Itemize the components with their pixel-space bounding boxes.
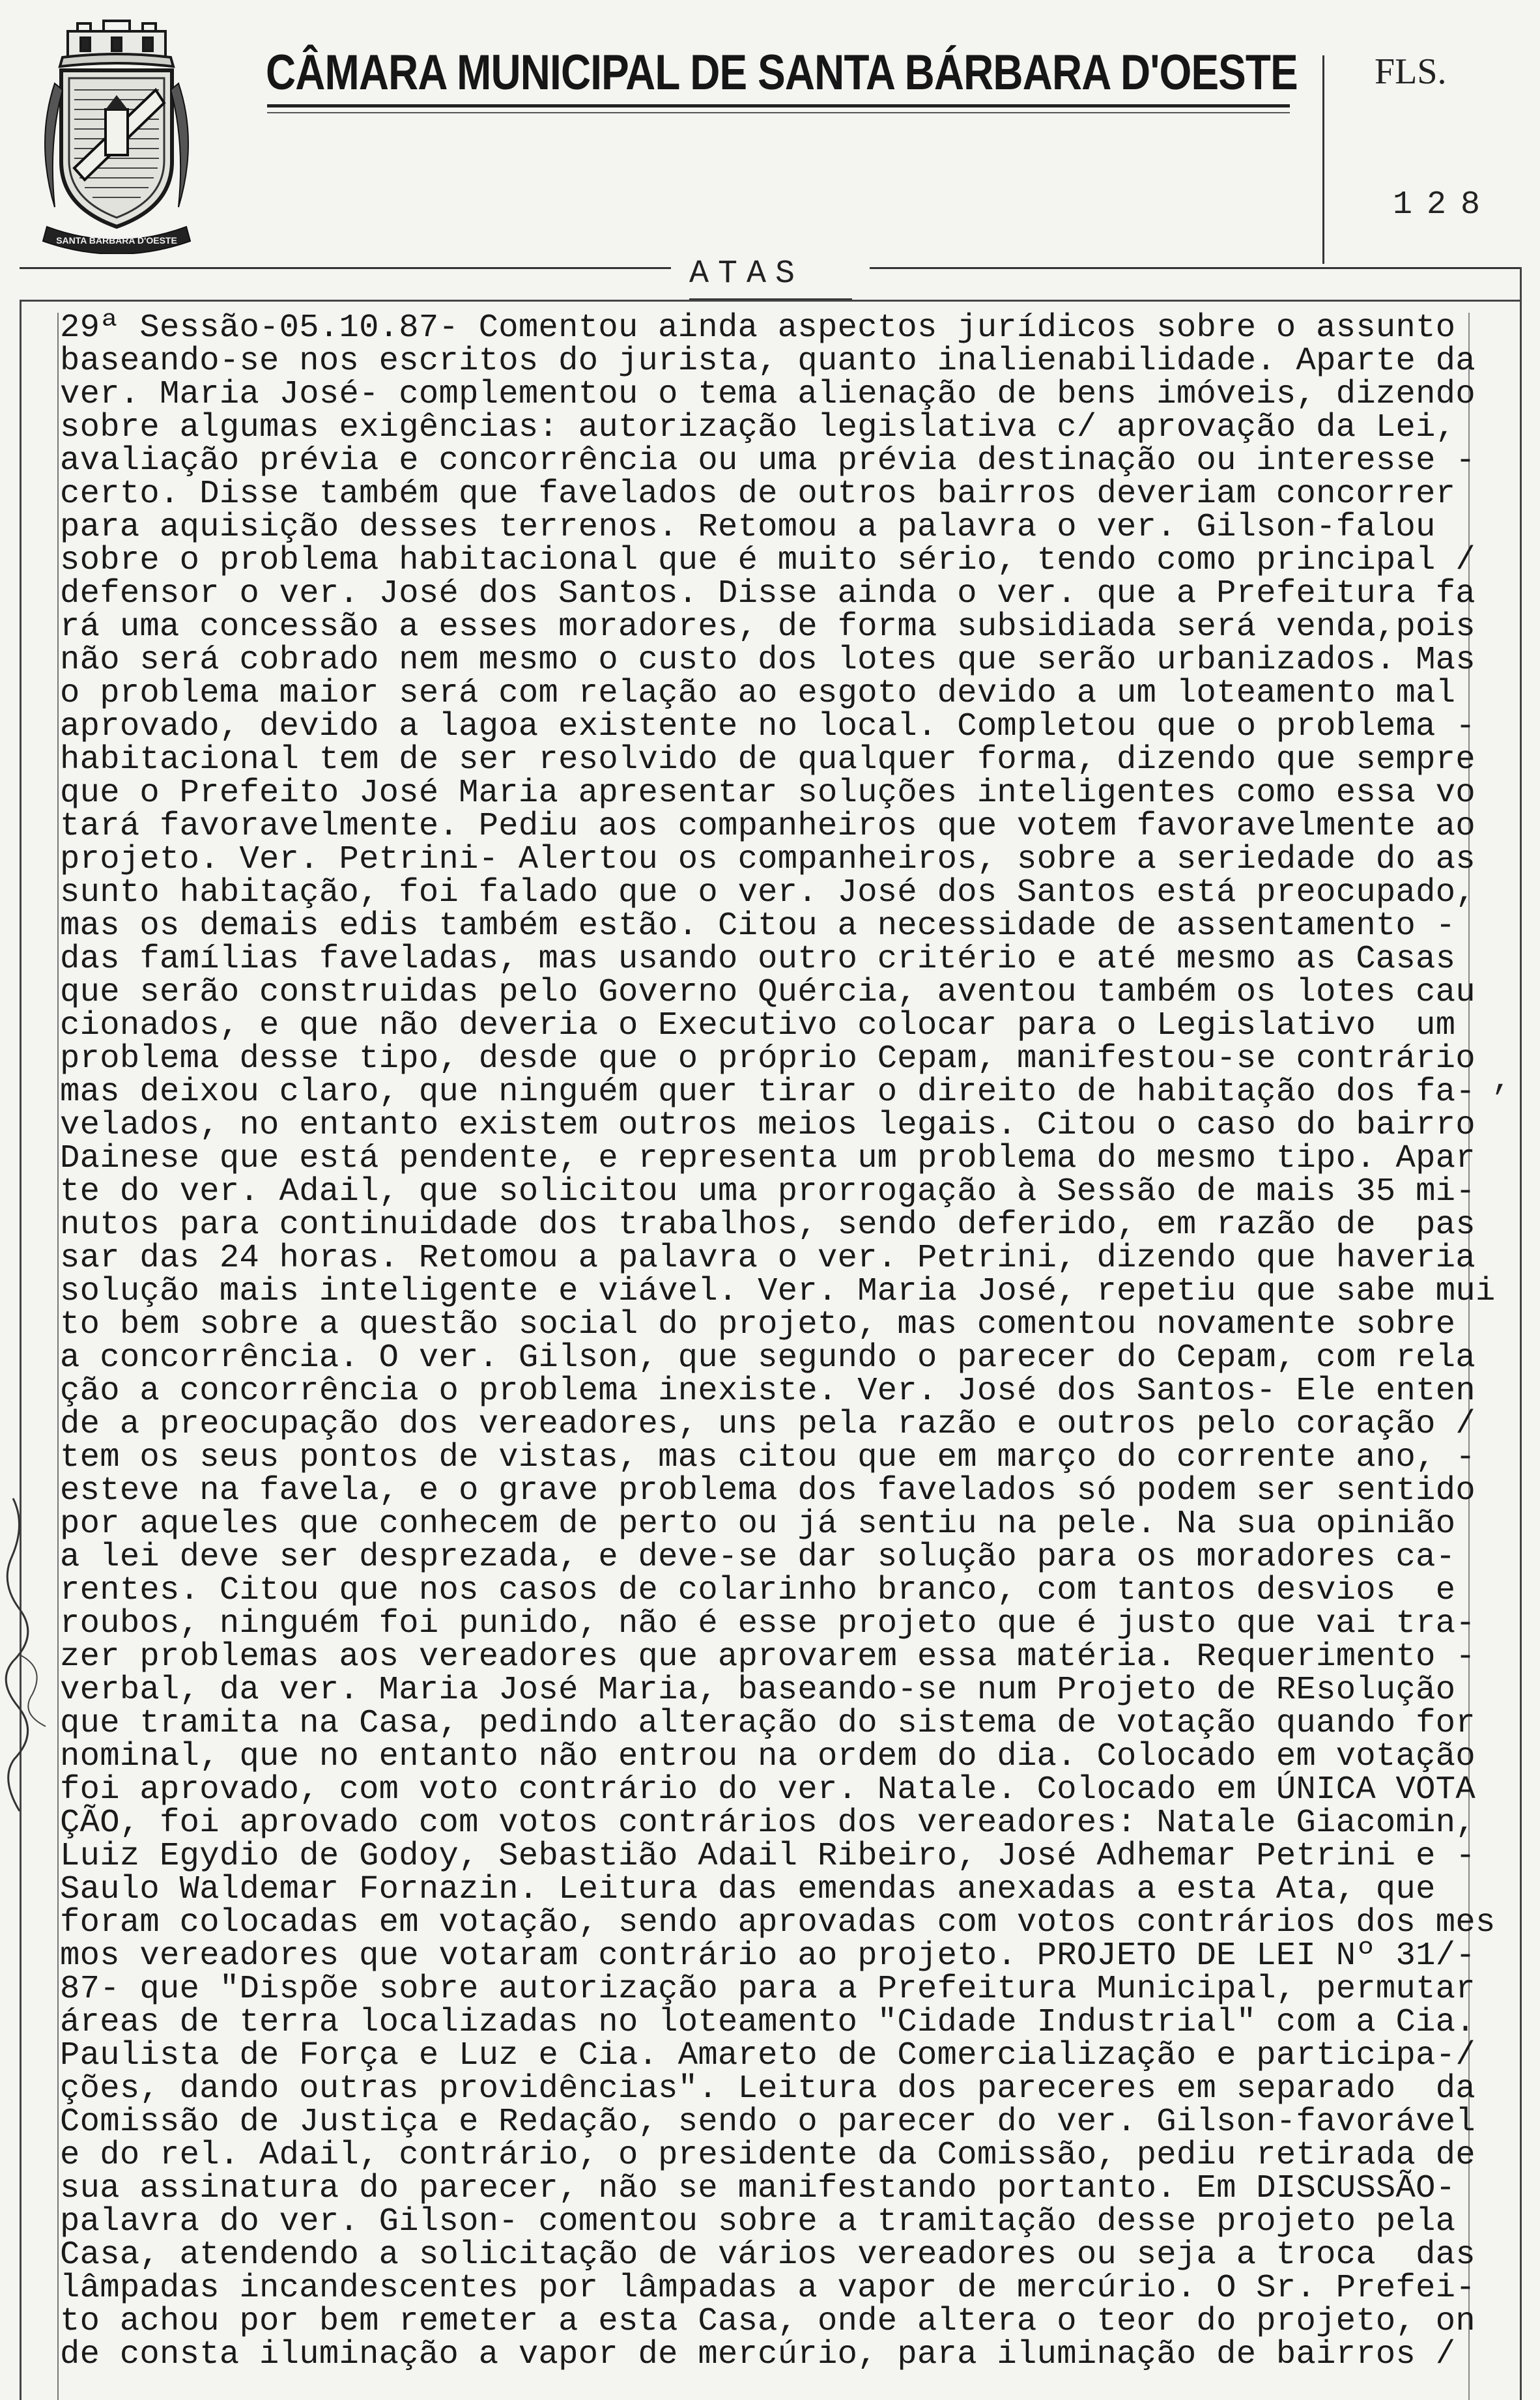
text-line: to achou por bem remeter a esta Casa, onde altera o teor do projeto, on — [60, 2303, 1476, 2340]
title-underline-thin — [267, 112, 1290, 113]
text-line: Luiz Egydio de Godoy, Sebastião Adail Ribeiro, José Adhemar Petrini e - — [60, 1838, 1476, 1875]
title-underline — [267, 104, 1290, 107]
text-line: baseando-se nos escritos do jurista, quanto inalienabilidade. Aparte da — [60, 343, 1476, 380]
text-line: 87- que "Dispõe sobre autorização para a Prefeitura Municipal, permutar — [60, 1971, 1476, 2008]
text-line: a concorrência. O ver. Gilson, que segundo o parecer do Cepam, com rela — [60, 1339, 1476, 1377]
text-line: mos vereadores que votaram contrário ao projeto. PROJETO DE LEI Nº 31/- — [60, 1937, 1476, 1975]
folio-label: FLS. — [1375, 51, 1447, 92]
text-line: ÇÃO, foi aprovado com votos contrários dos vereadores: Natale Giacomin, — [60, 1805, 1476, 1842]
text-line: problema desse tipo, desde que o próprio Cepam, manifestou-se contrário — [60, 1040, 1476, 1078]
text-line: mas deixou claro, que ninguém quer tirar o direito de habitação dos fa- — [60, 1074, 1476, 1111]
text-line: de consta iluminação a vapor de mercúrio, para iluminação de bairros / — [60, 2336, 1456, 2373]
text-line: certo. Disse também que favelados de outros bairros deveriam concorrer — [60, 476, 1456, 513]
text-line: para aquisição desses terrenos. Retomou a palavra o ver. Gilson-falou — [60, 509, 1436, 546]
text-line: zer problemas aos vereadores que aprovarem essa matéria. Requerimento - — [60, 1638, 1476, 1676]
margin-mark: , — [1492, 1062, 1512, 1099]
header-divider — [1322, 55, 1324, 264]
text-frame-right — [1520, 267, 1522, 2400]
text-line: Paulista de Força e Luz e Cia. Amareto de Comercialização e participa-/ — [60, 2037, 1476, 2074]
text-line: lâmpadas incandescentes por lâmpadas a vapor de mercúrio. O Sr. Prefei- — [60, 2270, 1476, 2307]
page-title: CÂMARA MUNICIPAL DE SANTA BÁRBARA D'OESTE — [266, 45, 1298, 100]
text-line: ções, dando outras providências". Leitura dos pareceres em separado da — [60, 2070, 1476, 2107]
text-line: tem os seus pontos de vistas, mas citou que em março do corrente ano, - — [60, 1439, 1476, 1476]
crest-motto: SANTA BARBARA D'OESTE — [56, 235, 177, 246]
text-line: verbal, da ver. Maria José Maria, baseando-se num Projeto de REsolução — [60, 1672, 1456, 1709]
text-line: mas os demais edis também estão. Citou a necessidade de assentamento - — [60, 907, 1456, 945]
text-line: nominal, que no entanto não entrou na ordem do dia. Colocado em votação — [60, 1738, 1476, 1775]
text-line: o problema maior será com relação ao esgoto devido a um loteamento mal — [60, 675, 1456, 712]
text-line: de a preocupação dos vereadores, uns pela razão e outros pelo coração / — [60, 1406, 1476, 1443]
text-line: avaliação prévia e concorrência ou uma prévia destinação ou interesse - — [60, 442, 1476, 479]
text-line: que o Prefeito José Maria apresentar soluções inteligentes como essa vo — [60, 775, 1476, 812]
text-line: sobre o problema habitacional que é muito sério, tendo como principal / — [60, 542, 1476, 579]
text-line: habitacional tem de ser resolvido de qualquer forma, dizendo que sempre — [60, 741, 1476, 779]
text-line: que serão construidas pelo Governo Quércia, aventou também os lotes cau — [60, 974, 1476, 1011]
page-number: 128 — [1393, 186, 1495, 223]
text-line: rá uma concessão a esses moradores, de forma subsidiada será venda,pois — [60, 608, 1476, 646]
text-line: palavra do ver. Gilson- comentou sobre a tramitação desse projeto pela — [60, 2203, 1456, 2240]
text-line: nutos para continuidade dos trabalhos, sendo deferido, em razão de pas — [60, 1207, 1476, 1244]
text-line: projeto. Ver. Petrini- Alertou os companheiros, sobre a seriedade do as — [60, 841, 1476, 878]
text-line: e do rel. Adail, contrário, o presidente da Comissão, pediu retirada de — [60, 2137, 1476, 2174]
text-line: Casa, atendendo a solicitação de vários vereadores ou seja a troca das — [60, 2236, 1476, 2274]
text-line: sar das 24 horas. Retomou a palavra o ver. Petrini, dizendo que haveria — [60, 1240, 1476, 1277]
text-line: áreas de terra localizadas no loteamento "Cidade Industrial" com a Cia. — [60, 2004, 1476, 2041]
municipal-coat-of-arms-icon — [29, 12, 205, 254]
section-rule-right — [870, 267, 1520, 269]
minutes-text — [60, 309, 1496, 2373]
text-line: que tramita na Casa, pedindo alteração do sistema de votação quando for — [60, 1705, 1476, 1742]
text-frame-left — [20, 300, 21, 2400]
text-line: defensor o ver. José dos Santos. Disse ainda o ver. que a Prefeitura fa — [60, 575, 1476, 612]
text-line: rentes. Citou que nos casos de colarinho branco, com tantos desvios e — [60, 1572, 1456, 1609]
text-line: ver. Maria José- complementou o tema alienação de bens imóveis, dizendo — [60, 376, 1476, 413]
text-line: roubos, ninguém foi punido, não é esse projeto que é justo que vai tra- — [60, 1605, 1476, 1642]
text-line: foi aprovado, com voto contrário do ver. Natale. Colocado em ÚNICA VOTA — [60, 1771, 1476, 1808]
text-line: Saulo Waldemar Fornazin. Leitura das emendas anexadas a esta Ata, que — [60, 1871, 1436, 1908]
text-line: sunto habitação, foi falado que o ver. José dos Santos está preocupado, — [60, 874, 1476, 911]
text-line: tará favoravelmente. Pediu aos companheiros que votem favoravelmente ao — [60, 808, 1476, 845]
text-line: 29ª Sessão-05.10.87- Comentou ainda aspectos jurídicos sobre o assunto — [60, 309, 1456, 347]
text-line: a lei deve ser desprezada, e deve-se dar solução para os moradores ca- — [60, 1539, 1456, 1576]
text-line: velados, no entanto existem outros meios legais. Citou o caso do bairro — [60, 1107, 1476, 1144]
text-line: foram colocadas em votação, sendo aprovadas com votos contrários dos mes — [60, 1904, 1496, 1941]
text-line: te do ver. Adail, que solicitou uma prorrogação à Sessão de mais 35 mi- — [60, 1173, 1476, 1210]
section-title: ATAS — [689, 255, 805, 293]
text-frame-top — [20, 300, 1520, 302]
left-margin-rule — [57, 313, 59, 2400]
handwritten-scribble-icon — [0, 1485, 78, 1824]
text-line: cionados, e que não deveria o Executivo colocar para o Legislativo um — [60, 1007, 1456, 1044]
text-line: Comissão de Justiça e Redação, sendo o parecer do ver. Gilson-favorável — [60, 2104, 1476, 2141]
text-line: por aqueles que conhecem de perto ou já sentiu na pele. Na sua opinião — [60, 1506, 1456, 1543]
text-line: solução mais inteligente e viável. Ver. Maria José, repetiu que sabe mui — [60, 1273, 1496, 1310]
text-line: sobre algumas exigências: autorização legislativa c/ aprovação da Lei, — [60, 409, 1456, 446]
text-line: Dainese que está pendente, e representa um problema do mesmo tipo. Apar — [60, 1140, 1476, 1177]
text-line: ção a concorrência o problema inexiste. Ver. José dos Santos- Ele enten — [60, 1373, 1476, 1410]
text-line: não será cobrado nem mesmo o custo dos lotes que serão urbanizados. Mas — [60, 642, 1476, 679]
text-line: aprovado, devido a lagoa existente no local. Completou que o problema - — [60, 708, 1476, 745]
text-line: esteve na favela, e o grave problema dos favelados só podem ser sentido — [60, 1472, 1476, 1509]
text-line: sua assinatura do parecer, não se manifestando portanto. Em DISCUSSÃO- — [60, 2170, 1456, 2207]
section-rule-left — [20, 267, 671, 269]
text-line: das famílias faveladas, mas usando outro critério e até mesmo as Casas — [60, 941, 1456, 978]
text-line: to bem sobre a questão social do projeto, mas comentou novamente sobre — [60, 1306, 1456, 1343]
